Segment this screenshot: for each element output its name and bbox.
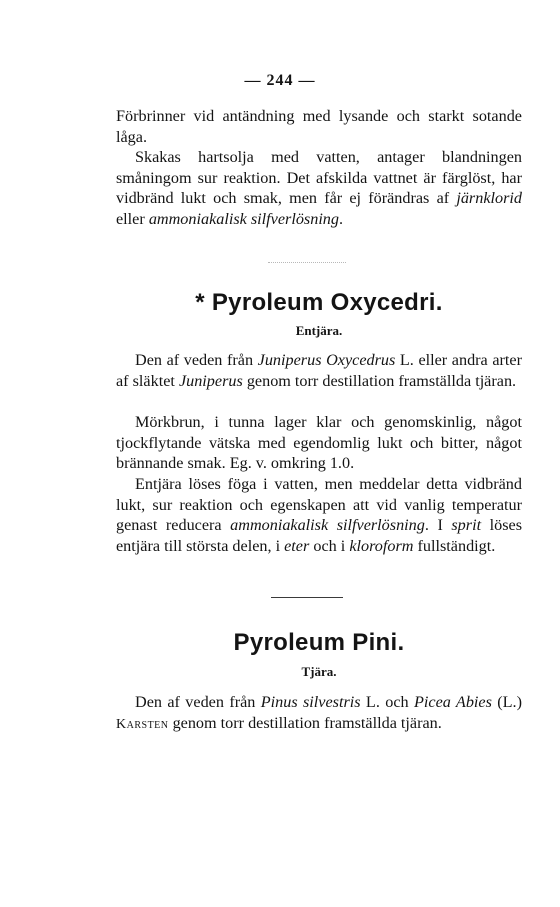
section-divider-rule — [271, 597, 343, 598]
pini-author-karsten: Karsten — [116, 716, 169, 732]
oxycedri-text-3b: . I — [424, 516, 452, 534]
pini-term-picea: Picea Abies — [414, 693, 492, 711]
section-subtitle-tjara: Tjära. — [301, 664, 337, 679]
oxycedri-text-2: Mörkbrun, i tunna lager klar och genomskinlig, något tjockflytande vätska med egendomlig lukt och bitter, något brännande smak. Eg. v. omkring 1.0. — [116, 413, 522, 472]
intro-text-2a: Skakas hartsolja med vatten, antager blandningen småningom sur reaktion. Det afskilda vattnet är färglöst, har vidbränd lukt och smak, men får ej förändras af — [116, 148, 522, 207]
pini-text-1c: (L.) — [491, 693, 522, 711]
oxycedri-text-3d: och i — [309, 536, 350, 555]
section-title-pini: Pyroleum Pini. — [233, 629, 405, 656]
oxycedri-term-eter: eter — [284, 536, 310, 555]
oxycedri-text-3a: Entjära löses föga i vatten, men meddelar detta vidbränd lukt, sur reaktion och egenskapen att vid vanlig temperatur genast reducera — [116, 475, 522, 534]
oxycedri-term-genus: Juniperus — [178, 371, 243, 390]
intro-text-2b: eller — [116, 209, 149, 228]
oxycedri-text-1c: genom torr destillation framställda tjäran. — [242, 371, 517, 390]
oxycedri-term-silfverlosning: ammoniakalisk silfverlösning — [230, 516, 425, 534]
oxycedri-text-1b: L. eller andra arter af släktet — [116, 351, 522, 390]
oxycedri-term-kloroform: kloroform — [349, 536, 414, 555]
pini-text-1d: genom torr destillation framställda tjäran. — [168, 713, 442, 732]
faint-separator — [268, 262, 346, 263]
pini-text-1a: Den af veden från — [135, 693, 261, 711]
intro-term-jarnklorid: järnklorid — [456, 189, 522, 207]
oxycedri-paragraph-2 — [116, 412, 522, 474]
intro-paragraph-2 — [116, 147, 522, 229]
intro-text-1: Förbrinner vid antändning med lysande och starkt sotande låga. — [116, 107, 522, 146]
oxycedri-paragraph-3 — [116, 474, 522, 556]
oxycedri-text-1a: Den af veden från — [135, 351, 258, 369]
intro-term-silfverlosning: ammoniakalisk silfverlösning — [148, 209, 339, 228]
oxycedri-text-3e: fullständigt. — [413, 536, 496, 555]
intro-text-2c: . — [339, 209, 344, 228]
section-subtitle-entjara: Entjära. — [295, 323, 343, 338]
oxycedri-text-3c: löses entjära till största delen, i — [116, 516, 522, 555]
page-number: — 244 — — [244, 72, 316, 89]
pini-text-1b: L. och — [360, 693, 414, 711]
oxycedri-term-sprit: sprit — [451, 516, 482, 534]
oxycedri-paragraph-1 — [116, 350, 522, 391]
intro-paragraph-1 — [116, 106, 522, 147]
pini-paragraph-1 — [116, 692, 522, 735]
pini-term-pinus: Pinus silvestris — [260, 693, 361, 711]
section-title-oxycedri: * Pyroleum Oxycedri. — [195, 289, 443, 316]
oxycedri-term-species: Juniperus Oxycedrus — [257, 351, 396, 369]
